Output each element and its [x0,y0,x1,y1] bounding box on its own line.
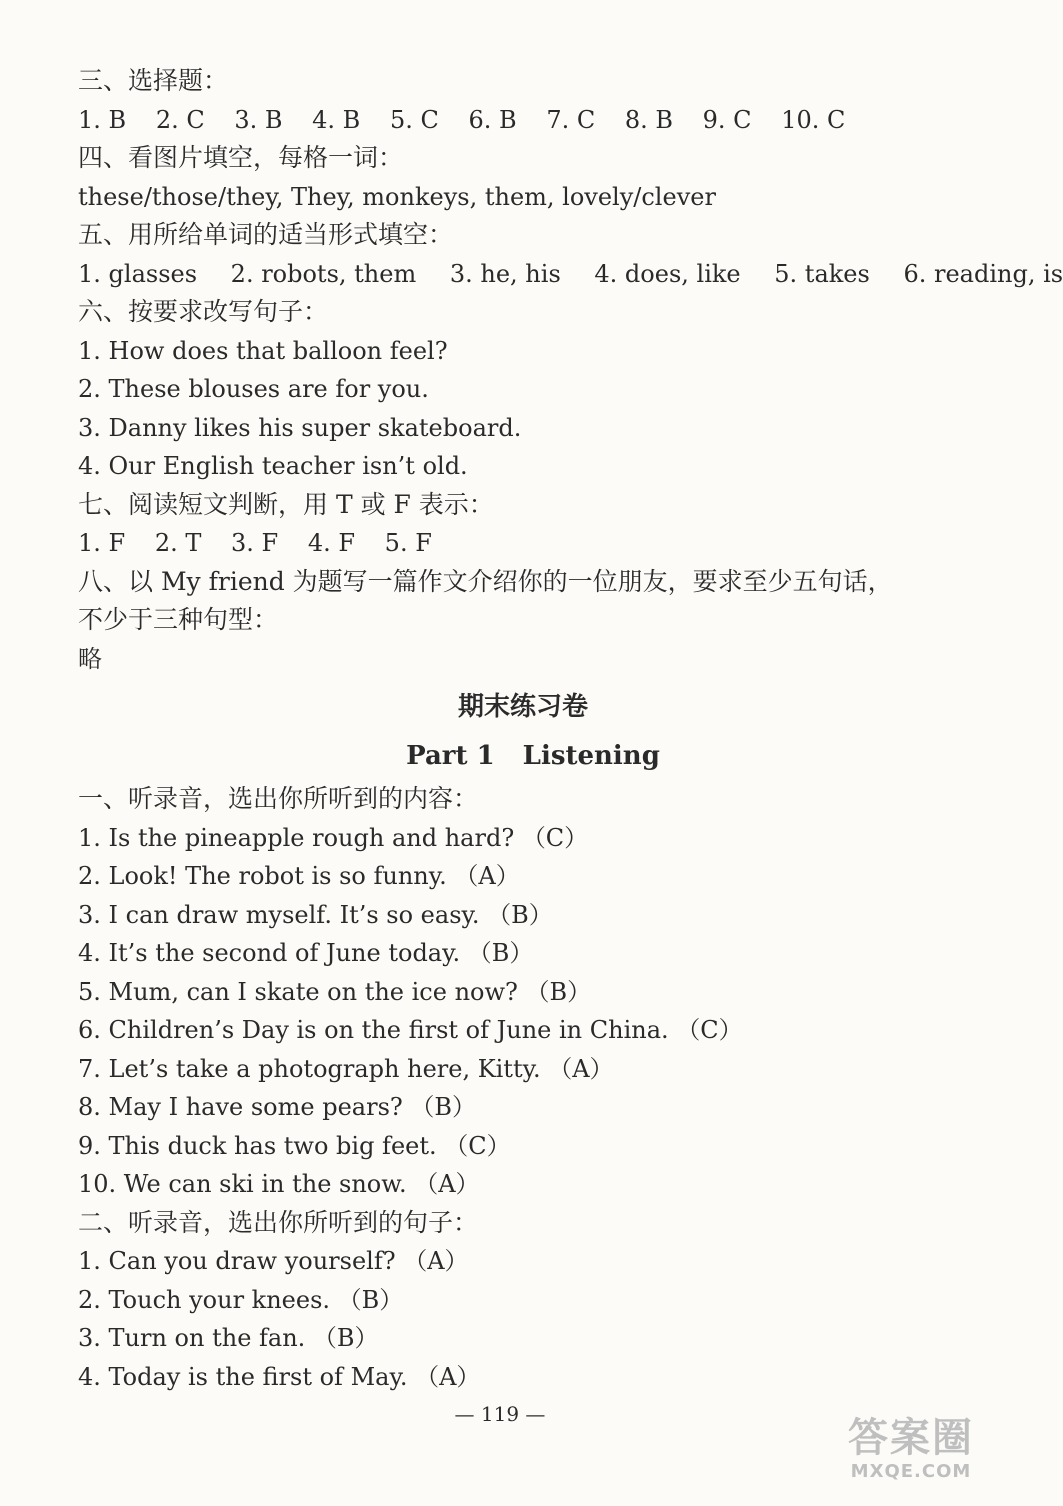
listening-answer: 5. Mum, can I skate on the ice now? （B） [78,977,592,1006]
section-heading-picture-fill: 四、看图片填空，每格一词： [78,143,404,172]
answer-item: 9. C [702,105,752,134]
rewrite-answer: 3. Danny likes his super skateboard. [78,413,522,442]
listening-answer: 7. Let’s take a photograph here, Kitty. （A） [78,1054,614,1083]
section-heading-rewrite: 六、按要求改写句子： [78,297,329,326]
listening-answer: 3. I can draw myself. It’s so easy. （B） [78,900,553,929]
watermark-logo: 答案圈 [848,1415,974,1461]
true-false-answers [78,524,968,563]
section-heading-multiple-choice: 三、选择题： [78,66,229,95]
part-number: Part 1 [406,741,495,771]
listening-answer: 10. We can ski in the snow. （A） [78,1170,480,1198]
answer-item: 7. C [546,105,596,134]
answer-item: 6. B [468,105,517,134]
answer-item: 2. robots, them [230,259,417,288]
listening-sentence-answer: 1. Can you draw yourself? （A） [78,1247,469,1275]
answer-item: 4. B [312,105,361,134]
exam-title: 期末练习卷 [457,692,588,722]
rewrite-answer: 2. These blouses are for you. [78,375,429,403]
section-heading-listen-content: 一、听录音，选出你所听到的内容： [78,784,479,813]
rewrite-answer: 4. Our English teacher isn’t old. [78,452,468,480]
multiple-choice-answers [78,101,968,140]
section-heading-composition: 八、以 My friend 为题写一篇作文介绍你的一位朋友，要求至少五句话， [78,566,893,596]
listening-answer: 8. May I have some pears? （B） [78,1093,477,1121]
answer-item: 5. C [389,105,439,134]
watermark-url: MXQE.COM [850,1461,972,1482]
answer-item: 1. glasses [78,259,198,288]
answer-item: 2. C [155,105,205,134]
page-number: — 119 — [454,1402,546,1426]
part-title [98,732,968,780]
listening-answer: 6. Children’s Day is on the first of June in China. （C） [78,1016,743,1044]
answer-item: 10. C [781,105,846,134]
listening-answer: 1. Is the pineapple rough and hard? （C） [78,823,589,852]
listening-sentence-answer: 3. Turn on the fan. （B） [78,1324,379,1352]
composition-answer: 略 [78,644,102,673]
answer-item: 2. T [154,529,202,557]
answer-item: 8. B [624,105,674,134]
answer-item: 5. takes [774,259,870,288]
listening-answer: 9. This duck has two big feet. （C） [78,1131,511,1160]
section-heading-listen-sentence: 二、听录音，选出你所听到的句子： [78,1207,479,1237]
listening-sentence-answer: 4. Today is the first of May. （A） [78,1362,481,1391]
answer-key-page [78,62,1063,1396]
answer-item: 3. F [231,529,279,557]
section-heading-word-form: 五、用所给单词的适当形式填空： [78,220,454,249]
section-heading-true-false: 七、阅读短文判断，用 T 或 F 表示： [78,489,494,519]
answer-item: 5. F [384,529,432,557]
answer-item: 3. B [234,105,283,134]
answer-item: 3. he, his [449,259,561,288]
listening-answer: 4. It’s the second of June today. （B） [78,939,534,967]
site-watermark [836,1414,986,1498]
word-form-answers [78,255,1063,294]
part-name: Listening [522,741,660,771]
answer-item: 1. F [78,529,126,557]
answer-item: 4. F [307,529,356,557]
listening-sentence-answer: 2. Touch your knees. （B） [78,1285,404,1314]
answer-item: 1. B [78,105,127,134]
rewrite-answer: 1. How does that balloon feel? [78,336,448,365]
answer-item: 4. does, like [594,259,741,288]
section-heading-composition-cont: 不少于三种句型： [78,605,279,634]
listening-answer: 2. Look! The robot is so funny. （A） [78,862,520,890]
answer-item: 6. reading, is [903,259,1063,288]
picture-fill-answer: these/those/they, They, monkeys, them, lovely/clever [78,182,716,211]
